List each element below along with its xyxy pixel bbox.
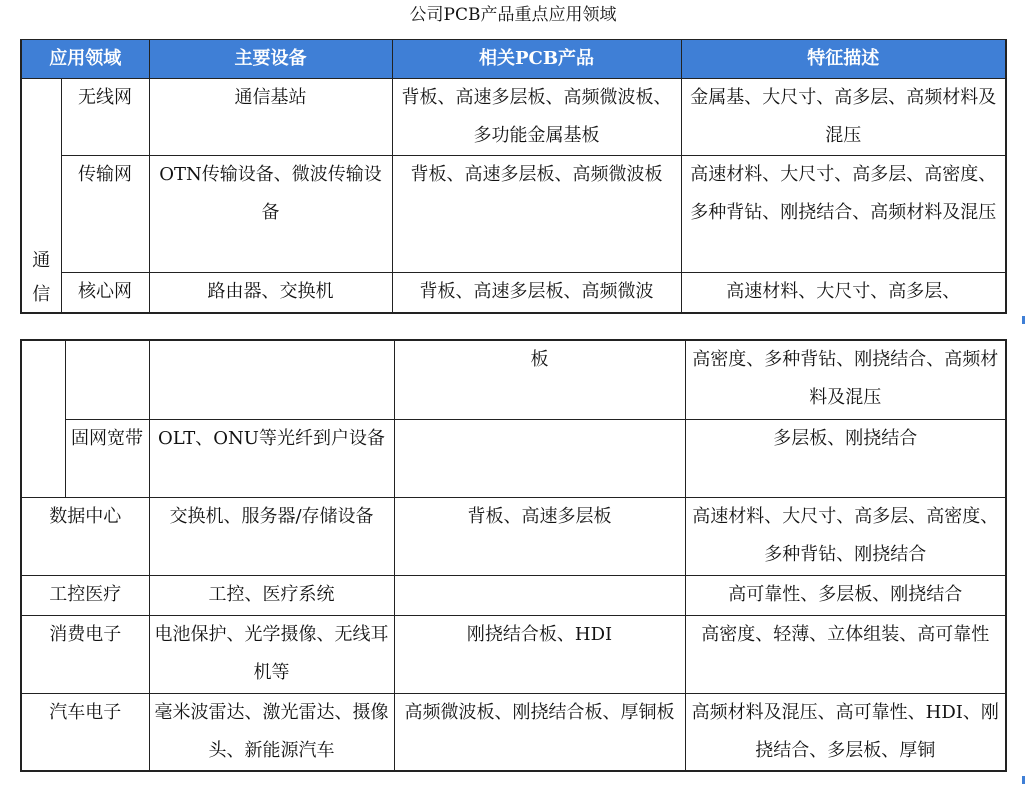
header-field: 应用领域 [21, 40, 149, 79]
feature-cell: 高速材料、大尺寸、高多层、高密度、多种背钻、刚挠结合、高频材料及混压 [681, 156, 1006, 273]
document-title: 公司PCB产品重点应用领域 [409, 5, 617, 25]
sub-field-cell: 传输网 [61, 156, 149, 273]
device-cell [149, 340, 394, 419]
device-cell: 毫米波雷达、激光雷达、摄像头、新能源汽车 [149, 693, 394, 771]
table-header-row [21, 40, 1006, 79]
group-label-char: 通 [32, 249, 51, 271]
feature-cell: 高密度、多种背钻、刚挠结合、高频材料及混压 [685, 340, 1006, 419]
table-row [21, 340, 1006, 419]
feature-cell: 高可靠性、多层板、刚挠结合 [685, 575, 1006, 615]
product-cell: 背板、高速多层板、高频微波 [392, 273, 681, 313]
header-product: 相关PCB产品 [392, 40, 681, 79]
page-edge-marker [1022, 316, 1025, 324]
table-row [21, 419, 1006, 497]
page-edge-marker [1022, 776, 1025, 784]
product-cell: 背板、高速多层板 [394, 497, 685, 575]
header-device: 主要设备 [149, 40, 392, 79]
device-cell: 交换机、服务器/存储设备 [149, 497, 394, 575]
sub-field-cell: 无线网 [61, 79, 149, 156]
feature-cell: 高密度、轻薄、立体组装、高可靠性 [685, 615, 1006, 693]
group-continuation-cell [21, 340, 65, 497]
field-cell: 工控医疗 [21, 575, 149, 615]
device-cell: OLT、ONU等光纤到户设备 [149, 419, 394, 497]
feature-cell: 高速材料、大尺寸、高多层、 [681, 273, 1006, 313]
group-label-char: 信 [32, 283, 51, 305]
product-cell [394, 575, 685, 615]
field-cell: 数据中心 [21, 497, 149, 575]
feature-cell: 高速材料、大尺寸、高多层、高密度、多种背钻、刚挠结合 [685, 497, 1006, 575]
feature-cell: 金属基、大尺寸、高多层、高频材料及混压 [681, 79, 1006, 156]
field-cell: 消费电子 [21, 615, 149, 693]
device-cell: 通信基站 [149, 79, 392, 156]
application-table-part-1 [20, 39, 1007, 314]
device-cell: 工控、医疗系统 [149, 575, 394, 615]
device-cell: OTN传输设备、微波传输设备 [149, 156, 392, 273]
product-cell: 高频微波板、刚挠结合板、厚铜板 [394, 693, 685, 771]
sub-field-cell [65, 340, 149, 419]
header-feature: 特征描述 [681, 40, 1006, 79]
field-cell: 汽车电子 [21, 693, 149, 771]
sub-field-cell: 固网宽带 [65, 419, 149, 497]
feature-cell: 多层板、刚挠结合 [685, 419, 1006, 497]
application-table-part-2 [20, 339, 1007, 772]
table-row [21, 693, 1006, 771]
product-cell: 背板、高速多层板、高频微波板 [392, 156, 681, 273]
table-row [21, 575, 1006, 615]
group-label-communication [21, 79, 61, 313]
product-cell: 刚挠结合板、HDI [394, 615, 685, 693]
product-cell: 板 [394, 340, 685, 419]
table-row [21, 497, 1006, 575]
product-cell: 背板、高速多层板、高频微波板、多功能金属基板 [392, 79, 681, 156]
sub-field-cell: 核心网 [61, 273, 149, 313]
table-row [21, 79, 1006, 156]
table-row [21, 615, 1006, 693]
device-cell: 电池保护、光学摄像、无线耳机等 [149, 615, 394, 693]
table-row [21, 156, 1006, 273]
device-cell: 路由器、交换机 [149, 273, 392, 313]
product-cell [394, 419, 685, 497]
table-row [21, 273, 1006, 313]
feature-cell: 高频材料及混压、高可靠性、HDI、刚挠结合、多层板、厚铜 [685, 693, 1006, 771]
